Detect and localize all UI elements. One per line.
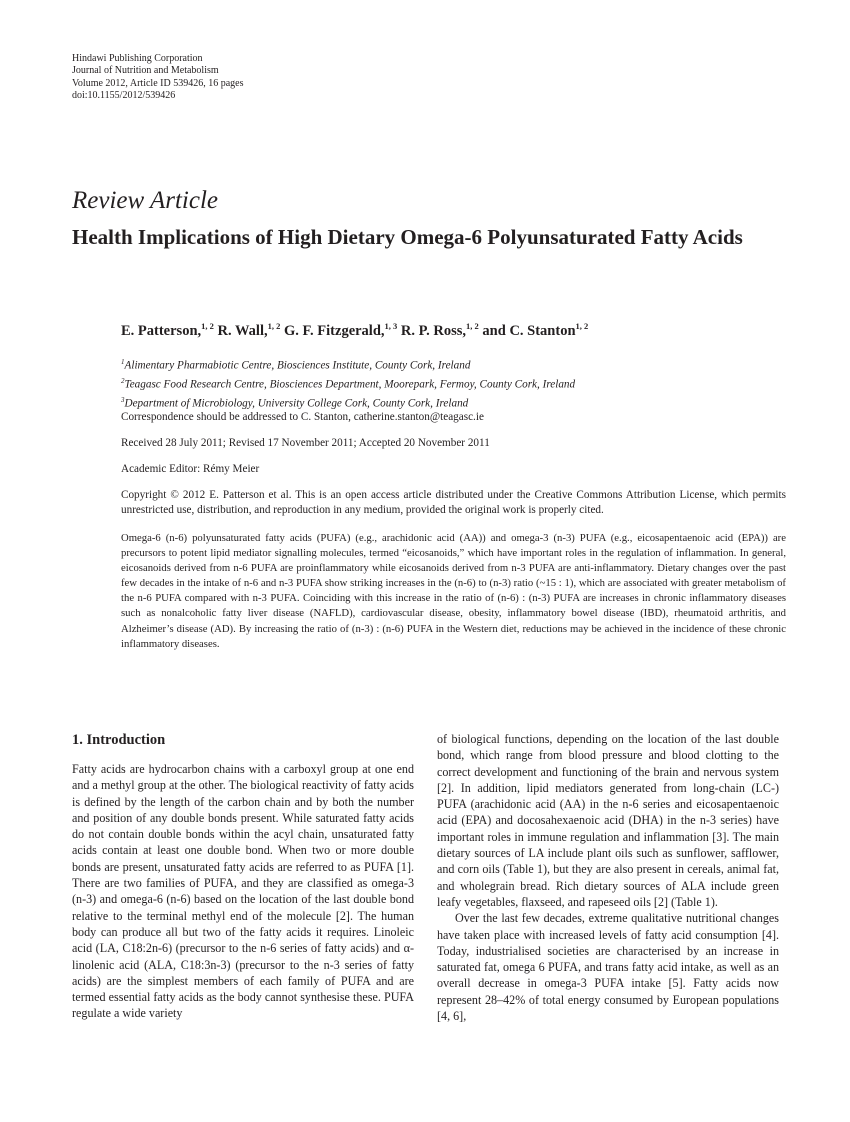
author-affiliation-marker: 1, 3: [384, 321, 398, 331]
affiliation: $^2$Teagasc Food Research Centre, Biosciences Department, Moorepark, Fermoy, County Cork, Ireland: [121, 377, 576, 391]
affiliation: $^3$Department of Microbiology, University College Cork, County Cork, Ireland: [121, 396, 469, 411]
author: G. F. Fitzgerald,$^{1, 3}$: [283, 321, 398, 339]
author-affiliation-marker: 1, 2: [267, 321, 281, 331]
body-paragraph: Fatty acids are hydrocarbon chains with a carboxyl group at one end and a methyl group at the other. The biological reactivity of fatty acids is defined by the length of the carbon chain and by both the number and position of any double bonds present. While saturated fatty acids do not contain double bonds within the acyl chain, unsaturated fatty acids contain at least one double bond. When two or more double bonds are present, unsaturated fatty acids are referred to as PUFA [1]. There are two families of PUFA, and they are classified as omega-3 (n-3) and omega-6 (n-6) based on the location of the last double bond relative to the terminal methyl end of the molecule [2]. The human body can produce all but two of the fatty acids it requires. Linoleic acid (LA, C18:2n-6) (precursor to the n-6 series of fatty acids) and α-linolenic acid (ALA, C18:3n-3) (precursor to the n-3 series of fatty acids) are the simplest members of each family of PUFA and are termed essential fatty acids as the body cannot synthesise these. PUFA regulate a wide variety: [72, 762, 414, 1021]
author: R. Wall,$^{1, 2}$: [217, 321, 281, 339]
abstract: Omega-6 (n-6) polyunsaturated fatty acids (PUFA) (e.g., arachidonic acid (AA)) and omega-3 (n-3) PUFA (e.g., eicosapentaenoic acid (EPA)) are precursors to potent lipid mediator signalling molecules, termed “eicosanoids,” which have important roles in the regulation of inflammation. In general, eicosanoids derived from n-6 PUFA are proinflammatory while eicosanoids derived from n-3 PUFA are anti-inflammatory. Dietary changes over the past few decades in the intake of n-6 and n-3 PUFA show striking increases in the (n-6) to (n-3) ratio (~15 : 1), which are associated with greater metabolism of the n-6 PUFA compared with n-3 PUFA. Coinciding with this increase in the ratio of (n-6) : (n-3) PUFA are increases in chronic inflammatory diseases such as nonalcoholic fatty liver disease (NAFLD), cardiovascular disease, obesity, inflammatory bowel disease (IBD), rheumatoid arthritis, and Alzheimer’s disease (AD). By increasing the ratio of (n-3) : (n-6) PUFA in the Western diet, reductions may be achieved in the incidence of these chronic inflammatory diseases.: [121, 532, 786, 650]
article-type: Review Article: [72, 187, 219, 214]
section-heading: 1. Introduction: [72, 732, 166, 748]
author: R. P. Ross,$^{1, 2}$ and: [400, 321, 510, 339]
copyright-notice: Copyright © 2012 E. Patterson et al. This is an open access article distributed under the Creative Commons Attribution License, which permits unrestricted use, distribution, and reproduction in any medium, provided the original work is properly cited.: [121, 489, 786, 517]
affiliation-list: [121, 355, 575, 413]
correspondence: Correspondence should be addressed to C. Stanton, catherine.stanton@teagasc.ie: [121, 411, 484, 423]
publisher-name: Hindawi Publishing Corporation: [72, 53, 203, 64]
publication-dates: Received 28 July 2011; Revised 17 November 2011; Accepted 20 November 2011: [121, 437, 490, 449]
author: C. Stanton$^{1, 2}$: [509, 321, 589, 339]
journal-name: Journal of Nutrition and Metabolism: [72, 65, 219, 77]
affiliation: $^1$Alimentary Pharmabiotic Centre, Biosciences Institute, County Cork, Ireland: [121, 358, 471, 372]
author: E. Patterson,$^{1, 2}$: [121, 321, 214, 339]
author-affiliation-marker: 1, 2: [466, 321, 479, 331]
volume-info: Volume 2012, Article ID 539426, 16 pages: [72, 77, 244, 89]
author-list: [121, 321, 588, 340]
correspondence-email-link[interactable]: catherine.stanton@teagasc.ie: [353, 411, 484, 423]
body-paragraph: of biological functions, depending on the location of the last double bond, which range from blood pressure and blood clotting to the correct development and functioning of the brain and nervous system [2]. In addition, lipid mediators generated from long-chain (LC-) PUFA (arachidonic acid (AA) in the n-6 series and eicosapentaenoic acid (EPA) and docosahexaenoic acid (DHA) in the n-3 series) have important roles in immune regulation and inflammation [3]. The main dietary sources of LA include plant oils such as sunflower, safflower, and corn oils (Table 1), but they are also present in cereals, animal fat, and wholegrain bread. Rich dietary sources of ALA include green leafy vegetables, flaxseed, and rapeseed oils [2] (Table 1).: [437, 732, 779, 909]
author-affiliation-marker: 1, 2: [575, 321, 589, 331]
doi: doi:10.1155/2012/539426: [72, 90, 176, 102]
body-column-right: [437, 731, 779, 1024]
body-paragraph: Over the last few decades, extreme qualitative nutritional changes have taken place with increased levels of fatty acid consumption [4]. Today, industrialised societies are characterised by an increase in saturated fat, omega 6 PUFA, and trans fatty acid intake, as well as an overall decrease in omega-3 PUFA intake [5]. Fatty acids now represent 28–42% of total energy consumed by European populations [4, 6],: [437, 911, 779, 1024]
author-affiliation-marker: 1, 2: [201, 321, 214, 331]
article-title: Health Implications of High Dietary Omega-6 Polyunsaturated Fatty Acids: [72, 225, 743, 249]
body-column-left: [72, 731, 414, 1022]
journal-header: [72, 53, 243, 103]
academic-editor: Academic Editor: Rémy Meier: [121, 463, 260, 475]
